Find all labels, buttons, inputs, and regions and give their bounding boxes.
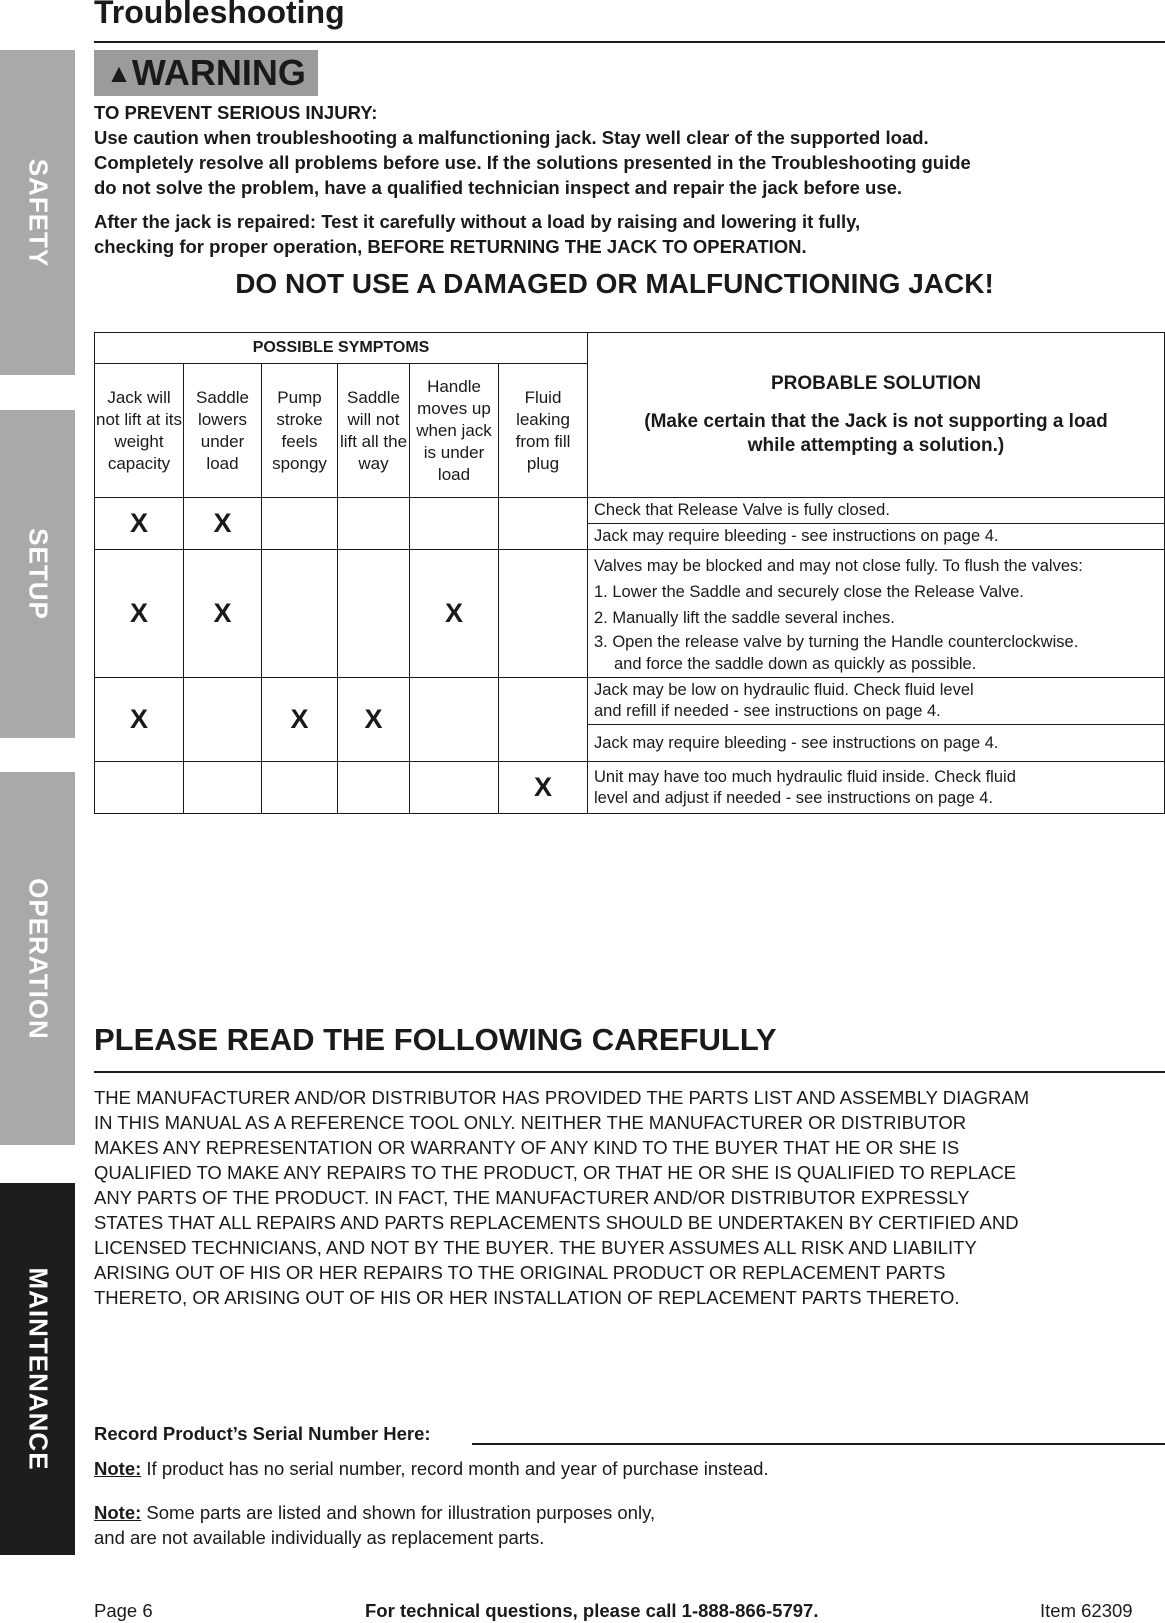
warning-badge — [94, 50, 318, 96]
symptom-mark: X — [184, 498, 262, 550]
symptom-mark: X — [338, 678, 410, 762]
solution-line: level and adjust if needed - see instructions on page 4. — [594, 788, 994, 807]
page-title: Troubleshooting — [94, 0, 345, 30]
warning-line: Completely resolve all problems before use. If the solutions presented in the Troubleshooting guide — [94, 152, 971, 173]
danger-statement: DO NOT USE A DAMAGED OR MALFUNCTIONING JACK! — [235, 268, 994, 299]
disclaimer-line: QUALIFIED TO MAKE ANY REPAIRS TO THE PRODUCT, OR THAT HE OR SHE IS QUALIFIED TO REPLACE — [94, 1162, 1017, 1183]
solution-header: PROBABLE SOLUTION — [770, 373, 982, 394]
serial-label: Record Product’s Serial Number Here: — [94, 1423, 431, 1444]
empty-cell — [262, 550, 338, 678]
empty-cell — [410, 762, 499, 814]
note-text: If product has no serial number, record month and year of purchase instead. — [141, 1458, 769, 1479]
empty-cell — [499, 678, 588, 762]
item-number: Item 62309 — [1040, 1600, 1133, 1621]
empty-cell — [499, 498, 588, 550]
symptom-mark: X — [95, 498, 184, 550]
solution-line: Unit may have too much hydraulic fluid inside. Check fluid — [594, 767, 1016, 786]
after-line: After the jack is repaired: Test it carefully without a load by raising and lowering it fully, — [94, 211, 861, 232]
note-label: Note: — [94, 1502, 142, 1523]
disclaimer-line: ARISING OUT OF HIS OR HER REPAIRS TO THE ORIGINAL PRODUCT OR REPLACEMENT PARTS — [94, 1262, 946, 1283]
solution-cell: Jack may require bleeding - see instructions on page 4. — [588, 524, 1165, 550]
symptom-header: Pump stroke feels spongy — [262, 364, 338, 498]
after-line: checking for proper operation, BEFORE RETURNING THE JACK TO OPERATION. — [94, 236, 807, 257]
note-serial — [94, 1456, 769, 1481]
solution-line: 2. Manually lift the saddle several inches. — [594, 608, 895, 627]
sidebar-tab-maintenance[interactable] — [0, 1183, 75, 1555]
title-rule — [94, 41, 1165, 43]
solution-line: and force the saddle down as quickly as possible. — [614, 654, 977, 673]
tab-label: MAINTENANCE — [23, 1267, 53, 1471]
disclaimer-line: THERETO, OR ARISING OUT OF HIS OR HER INSTALLATION OF REPLACEMENT PARTS THERETO. — [94, 1287, 960, 1308]
notice-title: PLEASE READ THE FOLLOWING CAREFULLY — [94, 1022, 777, 1057]
serial-number-field[interactable] — [472, 1443, 1165, 1445]
empty-cell — [410, 678, 499, 762]
empty-cell — [262, 498, 338, 550]
solution-line: Jack may be low on hydraulic fluid. Check fluid level — [594, 681, 974, 699]
solution-line: 1. Lower the Saddle and securely close the Release Valve. — [594, 582, 1024, 601]
symptom-mark: X — [410, 550, 499, 678]
solution-header-cell — [588, 333, 1165, 498]
solution-line: Valves may be blocked and may not close fully. To flush the valves: — [594, 556, 1083, 575]
solution-cell — [588, 678, 1165, 725]
support-phone: For technical questions, please call 1-888-866-5797. — [365, 1600, 819, 1621]
warning-line: Use caution when troubleshooting a malfunctioning jack. Stay well clear of the supported load. — [94, 127, 929, 148]
after-repair-text — [94, 209, 860, 259]
solution-cell — [588, 550, 1165, 678]
disclaimer-line: MAKES ANY REPRESENTATION OR WARRANTY OF ANY KIND TO THE BUYER THAT HE OR SHE IS — [94, 1137, 960, 1158]
notice-rule — [94, 1071, 1165, 1073]
note-text: Some parts are listed and shown for illustration purposes only, — [141, 1502, 656, 1523]
solution-cell: Jack may require bleeding - see instructions on page 4. — [588, 725, 1165, 762]
note-label: Note: — [94, 1458, 142, 1479]
empty-cell — [338, 550, 410, 678]
solution-cell: Check that Release Valve is fully closed. — [588, 498, 1165, 524]
warning-line: TO PREVENT SERIOUS INJURY: — [94, 102, 378, 123]
sidebar-tab-operation[interactable] — [0, 772, 75, 1145]
sidebar-tab-setup[interactable] — [0, 410, 75, 738]
disclaimer-line: ANY PARTS OF THE PRODUCT. IN FACT, THE MANUFACTURER AND/OR DISTRIBUTOR EXPRESSLY — [94, 1187, 970, 1208]
symptom-mark: X — [95, 678, 184, 762]
symptom-mark: X — [95, 550, 184, 678]
troubleshooting-table — [94, 332, 1165, 814]
symptom-header: Jack will not lift at its weight capacity — [95, 364, 184, 498]
symptom-header: Handle moves up when jack is under load — [410, 364, 499, 498]
symptom-mark: X — [184, 550, 262, 678]
tab-label: SETUP — [23, 528, 53, 620]
disclaimer-line: IN THIS MANUAL AS A REFERENCE TOOL ONLY. NEITHER THE MANUFACTURER OR DISTRIBUTOR — [94, 1112, 967, 1133]
symptom-header: Fluid leaking from fill plug — [499, 364, 588, 498]
disclaimer-text — [94, 1085, 1154, 1310]
solution-cell — [588, 762, 1165, 814]
warning-badge-label: WARNING — [131, 52, 306, 93]
solution-line: 3. Open the release valve by turning the Handle counterclockwise. — [594, 632, 1079, 651]
symptom-header: Saddle will not lift all the way — [338, 364, 410, 498]
empty-cell — [338, 498, 410, 550]
tab-label: SAFETY — [23, 158, 53, 267]
note-text: and are not available individually as replacement parts. — [94, 1527, 545, 1548]
symptom-mark: X — [499, 762, 588, 814]
empty-cell — [184, 678, 262, 762]
solution-note: (Make certain that the Jack is not supporting a load while attempting a solution.) — [644, 411, 1108, 456]
warning-line: do not solve the problem, have a qualified technician inspect and repair the jack before use. — [94, 177, 903, 198]
empty-cell — [95, 762, 184, 814]
disclaimer-line: THE MANUFACTURER AND/OR DISTRIBUTOR HAS PROVIDED THE PARTS LIST AND ASSEMBLY DIAGRAM — [94, 1087, 1030, 1108]
tab-label: OPERATION — [23, 877, 53, 1040]
disclaimer-line: STATES THAT ALL REPAIRS AND PARTS REPLACEMENTS SHOULD BE UNDERTAKEN BY CERTIFIED AND — [94, 1212, 1019, 1233]
empty-cell — [184, 762, 262, 814]
page-number: Page 6 — [94, 1600, 153, 1621]
symptom-header: Saddle lowers under load — [184, 364, 262, 498]
empty-cell — [410, 498, 499, 550]
empty-cell — [499, 550, 588, 678]
disclaimer-line: LICENSED TECHNICIANS, AND NOT BY THE BUYER. THE BUYER ASSUMES ALL RISK AND LIABILITY — [94, 1237, 977, 1258]
empty-cell — [338, 762, 410, 814]
solution-line: and refill if needed - see instructions on page 4. — [594, 702, 941, 720]
sidebar-tab-safety[interactable] — [0, 50, 75, 375]
empty-cell — [262, 762, 338, 814]
symptom-mark: X — [262, 678, 338, 762]
warning-text — [94, 100, 971, 200]
note-parts — [94, 1500, 655, 1550]
symptoms-header: POSSIBLE SYMPTOMS — [95, 333, 588, 364]
warning-triangle-icon: ▲ — [106, 58, 132, 88]
